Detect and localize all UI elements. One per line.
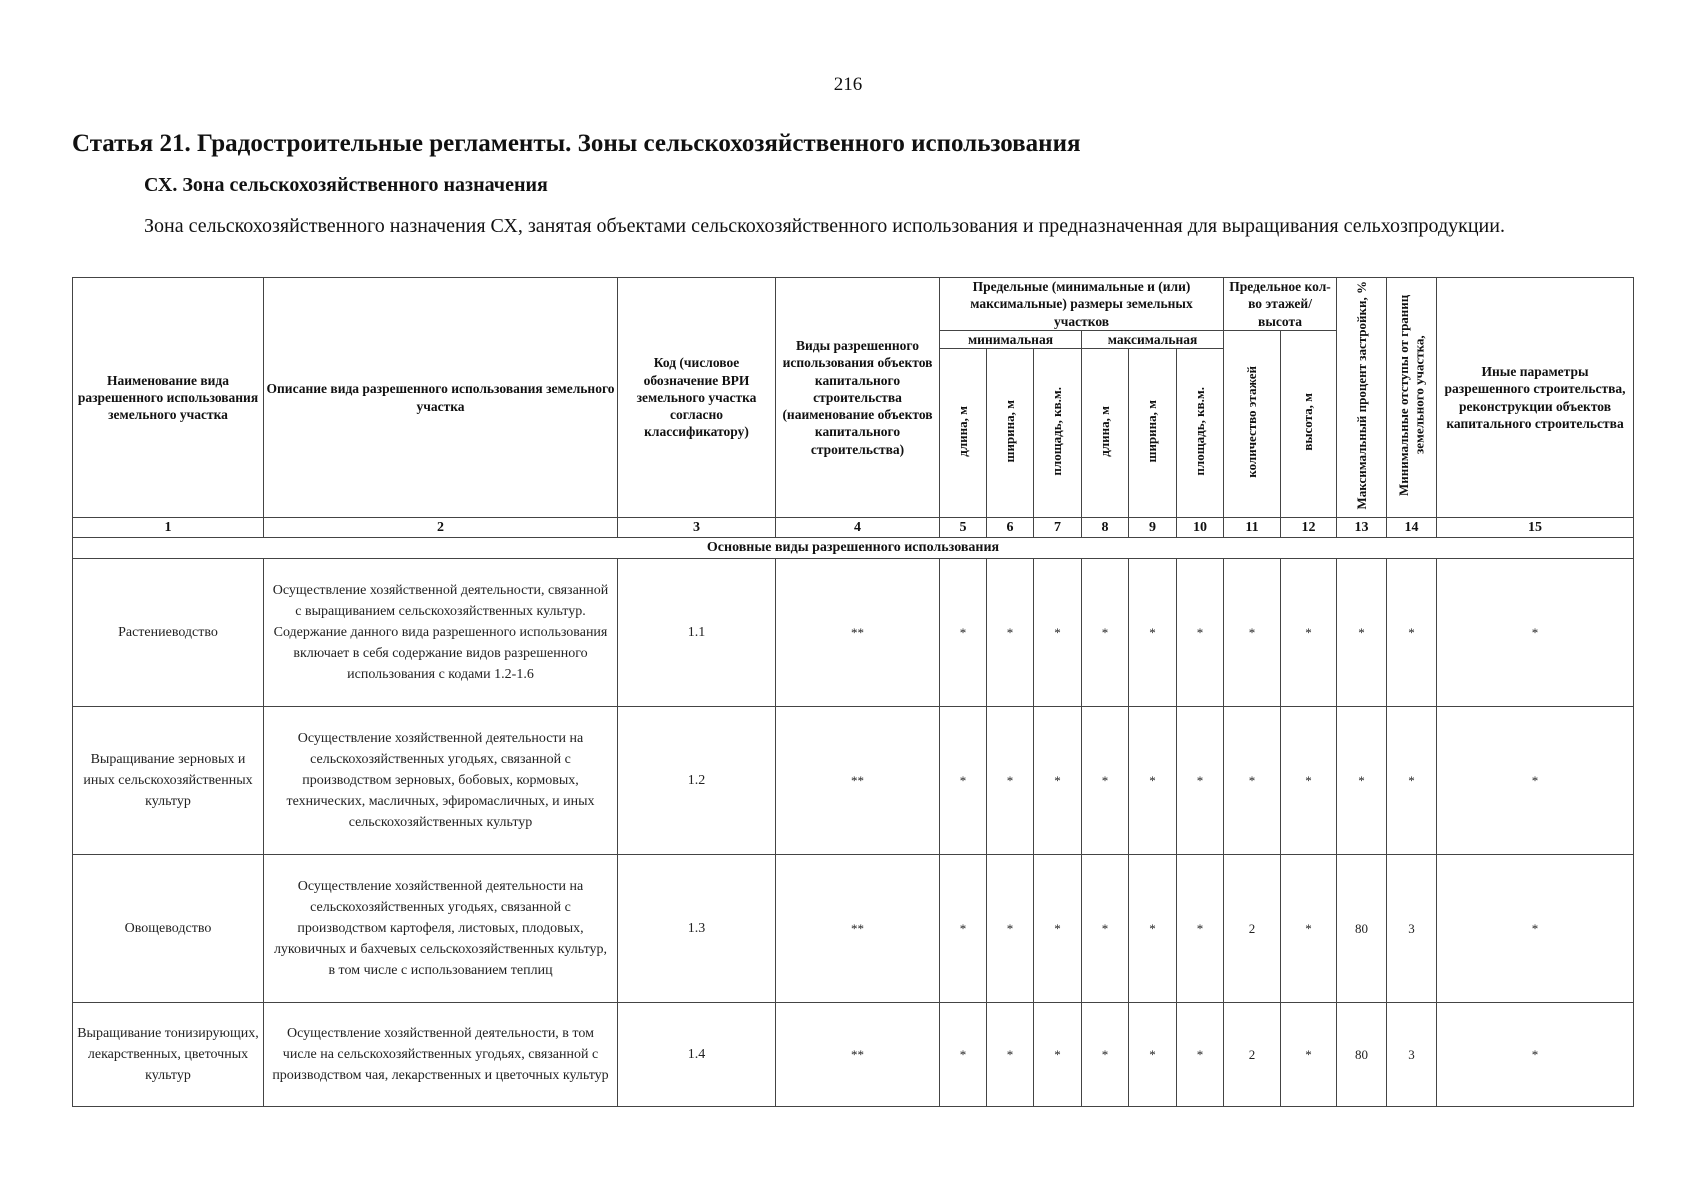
cell-min-area: * [1034, 707, 1082, 855]
cell-name: Овощеводство [73, 855, 264, 1003]
page-number: 216 [833, 74, 863, 95]
intro-paragraph: Зона сельскохозяйственного назначения СХ, занятая объектами сельскохозяйственного использования и предназначенная для выращивания сельхозпродукции. [144, 215, 1505, 237]
cell-max-percent: 80 [1337, 1003, 1387, 1107]
column-number: 15 [1437, 518, 1634, 538]
header-max-percent: Максимальный процент застройки, % [1337, 278, 1387, 518]
cell-min-width: * [987, 1003, 1034, 1107]
cell-min-offsets: * [1387, 559, 1437, 707]
header-code: Код (числовое обозначение ВРИ земельного участка согласно классификатору) [618, 278, 776, 518]
cell-min-length: * [940, 1003, 987, 1107]
cell-max-area: * [1177, 855, 1224, 1003]
cell-kinds: ** [776, 707, 940, 855]
header-min-width: ширина, м [987, 349, 1034, 518]
header-sizes: Предельные (минимальные и (или) максимальные) размеры земельных участков [940, 278, 1224, 331]
cell-other-params: * [1437, 855, 1634, 1003]
cell-floors: * [1224, 559, 1281, 707]
cell-min-length: * [940, 559, 987, 707]
column-number: 9 [1129, 518, 1177, 538]
cell-min-area: * [1034, 855, 1082, 1003]
header-name: Наименование вида разрешенного использования земельного участка [73, 278, 264, 518]
cell-max-percent: * [1337, 707, 1387, 855]
header-min-area: площадь, кв.м. [1034, 349, 1082, 518]
column-number: 6 [987, 518, 1034, 538]
cell-max-length: * [1082, 559, 1129, 707]
cell-min-width: * [987, 559, 1034, 707]
cell-height: * [1281, 707, 1337, 855]
regulations-table [72, 277, 1634, 1107]
header-max-width: ширина, м [1129, 349, 1177, 518]
header-description: Описание вида разрешенного использования земельного участка [264, 278, 618, 518]
cell-min-length: * [940, 855, 987, 1003]
cell-height: * [1281, 559, 1337, 707]
table-row [73, 1003, 1634, 1107]
cell-code: 1.4 [618, 1003, 776, 1107]
cell-height: * [1281, 855, 1337, 1003]
column-number: 7 [1034, 518, 1082, 538]
column-number: 14 [1387, 518, 1437, 538]
column-number-row [73, 518, 1634, 538]
cell-max-percent: * [1337, 559, 1387, 707]
header-min-length: длина, м [940, 349, 987, 518]
header-minimal: минимальная [940, 330, 1082, 348]
cell-code: 1.3 [618, 855, 776, 1003]
table-row [73, 707, 1634, 855]
header-floors: количество этажей [1224, 330, 1281, 517]
cell-max-width: * [1129, 1003, 1177, 1107]
column-number: 2 [264, 518, 618, 538]
cell-name: Выращивание зерновых и иных сельскохозяйственных культур [73, 707, 264, 855]
cell-max-length: * [1082, 1003, 1129, 1107]
cell-max-width: * [1129, 707, 1177, 855]
cell-max-width: * [1129, 855, 1177, 1003]
cell-min-area: * [1034, 559, 1082, 707]
table-row [73, 559, 1634, 707]
header-floors-group: Предельное кол-во этажей/ высота [1224, 278, 1337, 331]
header-other-params: Иные параметры разрешенного строительства, реконструкции объектов капитального строительства [1437, 278, 1634, 518]
cell-code: 1.2 [618, 707, 776, 855]
cell-height: * [1281, 1003, 1337, 1107]
column-number: 11 [1224, 518, 1281, 538]
column-number: 3 [618, 518, 776, 538]
cell-max-area: * [1177, 707, 1224, 855]
cell-max-length: * [1082, 707, 1129, 855]
cell-description: Осуществление хозяйственной деятельности, в том числе на сельскохозяйственных угодьях, связанной с производством чая, лекарственных и цветочных культур [264, 1003, 618, 1107]
header-row-1 [73, 278, 1634, 331]
column-number: 10 [1177, 518, 1224, 538]
column-number: 12 [1281, 518, 1337, 538]
header-min-offsets: Минимальные отступы от границ земельного участка, [1387, 278, 1437, 518]
cell-description: Осуществление хозяйственной деятельности, связанной с выращиванием сельскохозяйственных культур. Содержание данного вида разрешенного использования включает в себя содержание видов разрешенного использования с кодами 1.2-1.6 [264, 559, 618, 707]
cell-other-params: * [1437, 559, 1634, 707]
column-number: 4 [776, 518, 940, 538]
cell-kinds: ** [776, 1003, 940, 1107]
cell-min-width: * [987, 855, 1034, 1003]
cell-min-offsets: 3 [1387, 1003, 1437, 1107]
header-height: высота, м [1281, 330, 1337, 517]
cell-other-params: * [1437, 1003, 1634, 1107]
cell-name: Выращивание тонизирующих, лекарственных, цветочных культур [73, 1003, 264, 1107]
column-number: 5 [940, 518, 987, 538]
header-kinds: Виды разрешенного использования объектов капитального строительства (наименование объектов капитального строительства) [776, 278, 940, 518]
cell-description: Осуществление хозяйственной деятельности на сельскохозяйственных угодьях, связанной с производством зерновых, бобовых, кормовых, технических, масличных, эфиромасличных, и иных сельскохозяйственных культур [264, 707, 618, 855]
header-maximal: максимальная [1082, 330, 1224, 348]
cell-min-offsets: * [1387, 707, 1437, 855]
column-number: 1 [73, 518, 264, 538]
cell-max-area: * [1177, 559, 1224, 707]
cell-max-width: * [1129, 559, 1177, 707]
cell-other-params: * [1437, 707, 1634, 855]
cell-kinds: ** [776, 559, 940, 707]
column-number: 8 [1082, 518, 1129, 538]
article-title: Статья 21. Градостроительные регламенты. Зоны сельскохозяйственного использования [72, 130, 1081, 157]
cell-floors: 2 [1224, 855, 1281, 1003]
cell-floors: * [1224, 707, 1281, 855]
cell-code: 1.1 [618, 559, 776, 707]
cell-max-area: * [1177, 1003, 1224, 1107]
cell-max-length: * [1082, 855, 1129, 1003]
cell-min-width: * [987, 707, 1034, 855]
header-max-area: площадь, кв.м. [1177, 349, 1224, 518]
table-row [73, 855, 1634, 1003]
cell-min-offsets: 3 [1387, 855, 1437, 1003]
cell-name: Растениеводство [73, 559, 264, 707]
cell-kinds: ** [776, 855, 940, 1003]
section-title: Основные виды разрешенного использования [73, 538, 1634, 559]
section-row [73, 538, 1634, 559]
cell-floors: 2 [1224, 1003, 1281, 1107]
header-max-length: длина, м [1082, 349, 1129, 518]
cell-description: Осуществление хозяйственной деятельности на сельскохозяйственных угодьях, связанной с производством картофеля, листовых, плодовых, луковичных и бахчевых сельскохозяйственных культур, в том числе с использованием теплиц [264, 855, 618, 1003]
cell-min-length: * [940, 707, 987, 855]
column-number: 13 [1337, 518, 1387, 538]
cell-min-area: * [1034, 1003, 1082, 1107]
zone-title: СХ. Зона сельскохозяйственного назначения [144, 174, 548, 196]
cell-max-percent: 80 [1337, 855, 1387, 1003]
